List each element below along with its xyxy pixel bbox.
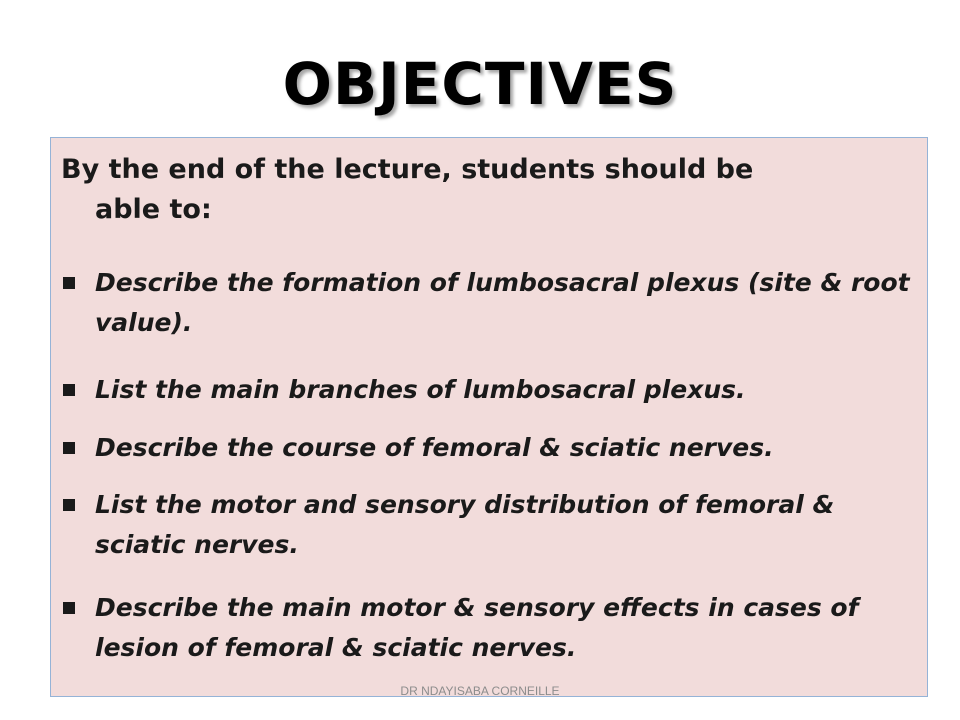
objective-text: Describe the formation of lumbosacral plexus (site & root value). (95, 268, 910, 337)
objectives-box (50, 137, 928, 697)
square-bullet-icon (63, 499, 75, 511)
objective-item (61, 370, 921, 410)
objective-item (61, 588, 921, 668)
square-bullet-icon (63, 442, 75, 454)
objective-item (61, 485, 921, 565)
intro-line-1: By the end of the lecture, students should be (61, 154, 754, 185)
intro-line-2: able to: (95, 194, 212, 225)
objective-text: Describe the main motor & sensory effects in cases of lesion of femoral & sciatic nerves. (95, 593, 859, 662)
slide-title: OBJECTIVES (282, 50, 678, 118)
square-bullet-icon (63, 277, 75, 289)
square-bullet-icon (63, 384, 75, 396)
objective-text: List the main branches of lumbosacral plexus. (95, 375, 746, 404)
objective-text: Describe the course of femoral & sciatic nerves. (95, 433, 774, 462)
footer-author: DR NDAYISABA CORNEILLE (400, 684, 560, 698)
intro-text (61, 150, 881, 230)
square-bullet-icon (63, 602, 75, 614)
objective-item (61, 428, 921, 468)
objective-item (61, 263, 921, 343)
objective-text: List the motor and sensory distribution of femoral & sciatic nerves. (95, 490, 835, 559)
